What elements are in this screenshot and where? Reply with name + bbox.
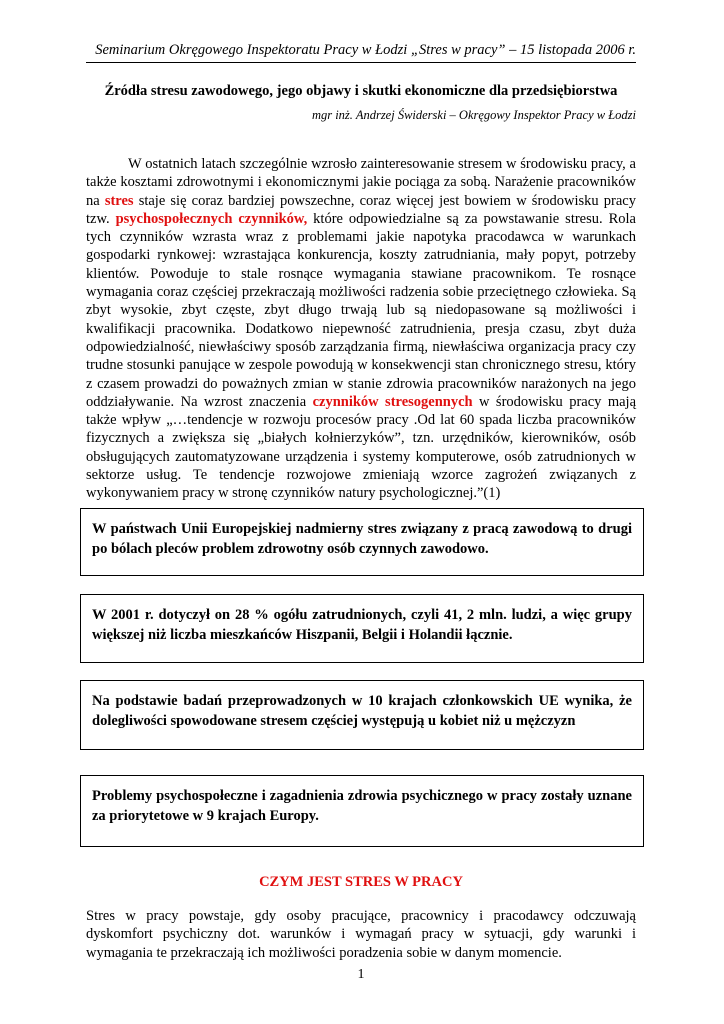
intro-text-1: W ostatnich latach szczególnie wzrosło zainteresowanie stresem w środowisku pracy, a także kosztami zdrowotnymi i ekonomicznymi jakie pociąga za sobą. Narażenie pracowników na bbox=[86, 156, 636, 209]
page-header: Seminarium Okręgowego Inspektoratu Pracy w Łodzi „Stres w pracy” – 15 listopada 2006 r. bbox=[86, 42, 636, 63]
fact-box-3: Na podstawie badań przeprowadzonych w 10 krajach członkowskich UE wynika, że dolegliwości spowodowane stresem częściej występują u kobiet niż u mężczyzn bbox=[80, 680, 644, 750]
definition-paragraph: Stres w pracy powstaje, gdy osoby pracujące, pracownicy i pracodawcy odczuwają dyskomfort psychiczny dot. warunków i wymagań pracy w sytuacji, gdy warunki i wymagania te przekraczają ich możliwości poradzenia sobie w danym momencie. bbox=[86, 908, 636, 961]
document-title: Źródła stresu zawodowego, jego objawy i skutki ekonomiczne dla przedsiębiorstwa bbox=[104, 83, 618, 99]
intro-text-2: staje się coraz bardziej powszechne, coraz więcej jest bowiem w środowisku pracy tzw. bbox=[86, 192, 636, 227]
highlight-psychospoleczne: psychospołecznych czynników, bbox=[115, 210, 308, 227]
section-heading: CZYM JEST STRES W PRACY bbox=[259, 874, 463, 890]
highlight-stresogenne: czynników stresogennych bbox=[312, 393, 473, 410]
fact-box-1: W państwach Unii Europejskiej nadmierny stres związany z pracą zawodową to drugi po bólach pleców problem zdrowotny osób czynnych zawodowo. bbox=[80, 508, 644, 576]
fact-box-4: Problemy psychospołeczne i zagadnienia zdrowia psychicznego w pracy zostały uznane za priorytetowe w 9 krajach Europy. bbox=[80, 775, 644, 847]
highlight-stres: stres bbox=[104, 192, 134, 209]
page-number: 1 bbox=[357, 967, 365, 982]
intro-paragraph bbox=[86, 155, 636, 503]
author-line: mgr inż. Andrzej Świderski – Okręgowy Inspektor Pracy w Łodzi bbox=[311, 108, 636, 122]
fact-box-2: W 2001 r. dotyczył on 28 % ogółu zatrudnionych, czyli 41, 2 mln. ludzi, a więc grupy większej niż liczba mieszkańców Hiszpanii, Belgii i Holandii łącznie. bbox=[80, 594, 644, 663]
intro-text-4: w środowisku pracy mają także wpływ „…tendencje w rozwoju procesów pracy .Od lat 60 spada liczba pracowników fizycznych a zwiększa się „białych kołnierzyków”, tzn. urzędników, kierowników, osób obsługujących zautomatyzowane urządzenia i systemy komputerowe, osób zatrudnionych w sektorze usług. Te tendencje rozwojowe zmieniają wzorce zagrożeń związanych z wykonywaniem pracy w stronę czynników natury psychologicznej.”(1) bbox=[86, 393, 637, 502]
intro-text-3: które odpowiedzialne są za powstawanie stresu. Rola tych czynników wzrasta wraz z problemami jakie napotyka pracodawca w warunkach gospodarki rynkowej: wzrastająca konkurencja, koszty zatrudniania, mały popyt, potrzeby klientów. Powoduje to stale rosnące wymagania stawiane pracownikom. Te rosnące wymagania coraz częściej przekraczają możliwości radzenia sobie przeciętnego człowieka. Są zbyt wysokie, zbyt częste, zbyt długo trwają lub są niedopasowane są możliwości i kwalifikacji pracownika. Dodatkowo niepewność zatrudnienia, presja czasu, zbyt duża odpowiedzialność, niewłaściwy sposób zarządzania firmą, niewłaściwa organizacja pracy czy trudne stosunki panujące w zespole powodują w konsekwencji stan chronicznego stresu, który z czasem prowadzi do poważnych zmian w stanie zdrowia pracowników narażonych na jego oddziaływanie. Na wzrost znaczenia bbox=[86, 210, 636, 410]
